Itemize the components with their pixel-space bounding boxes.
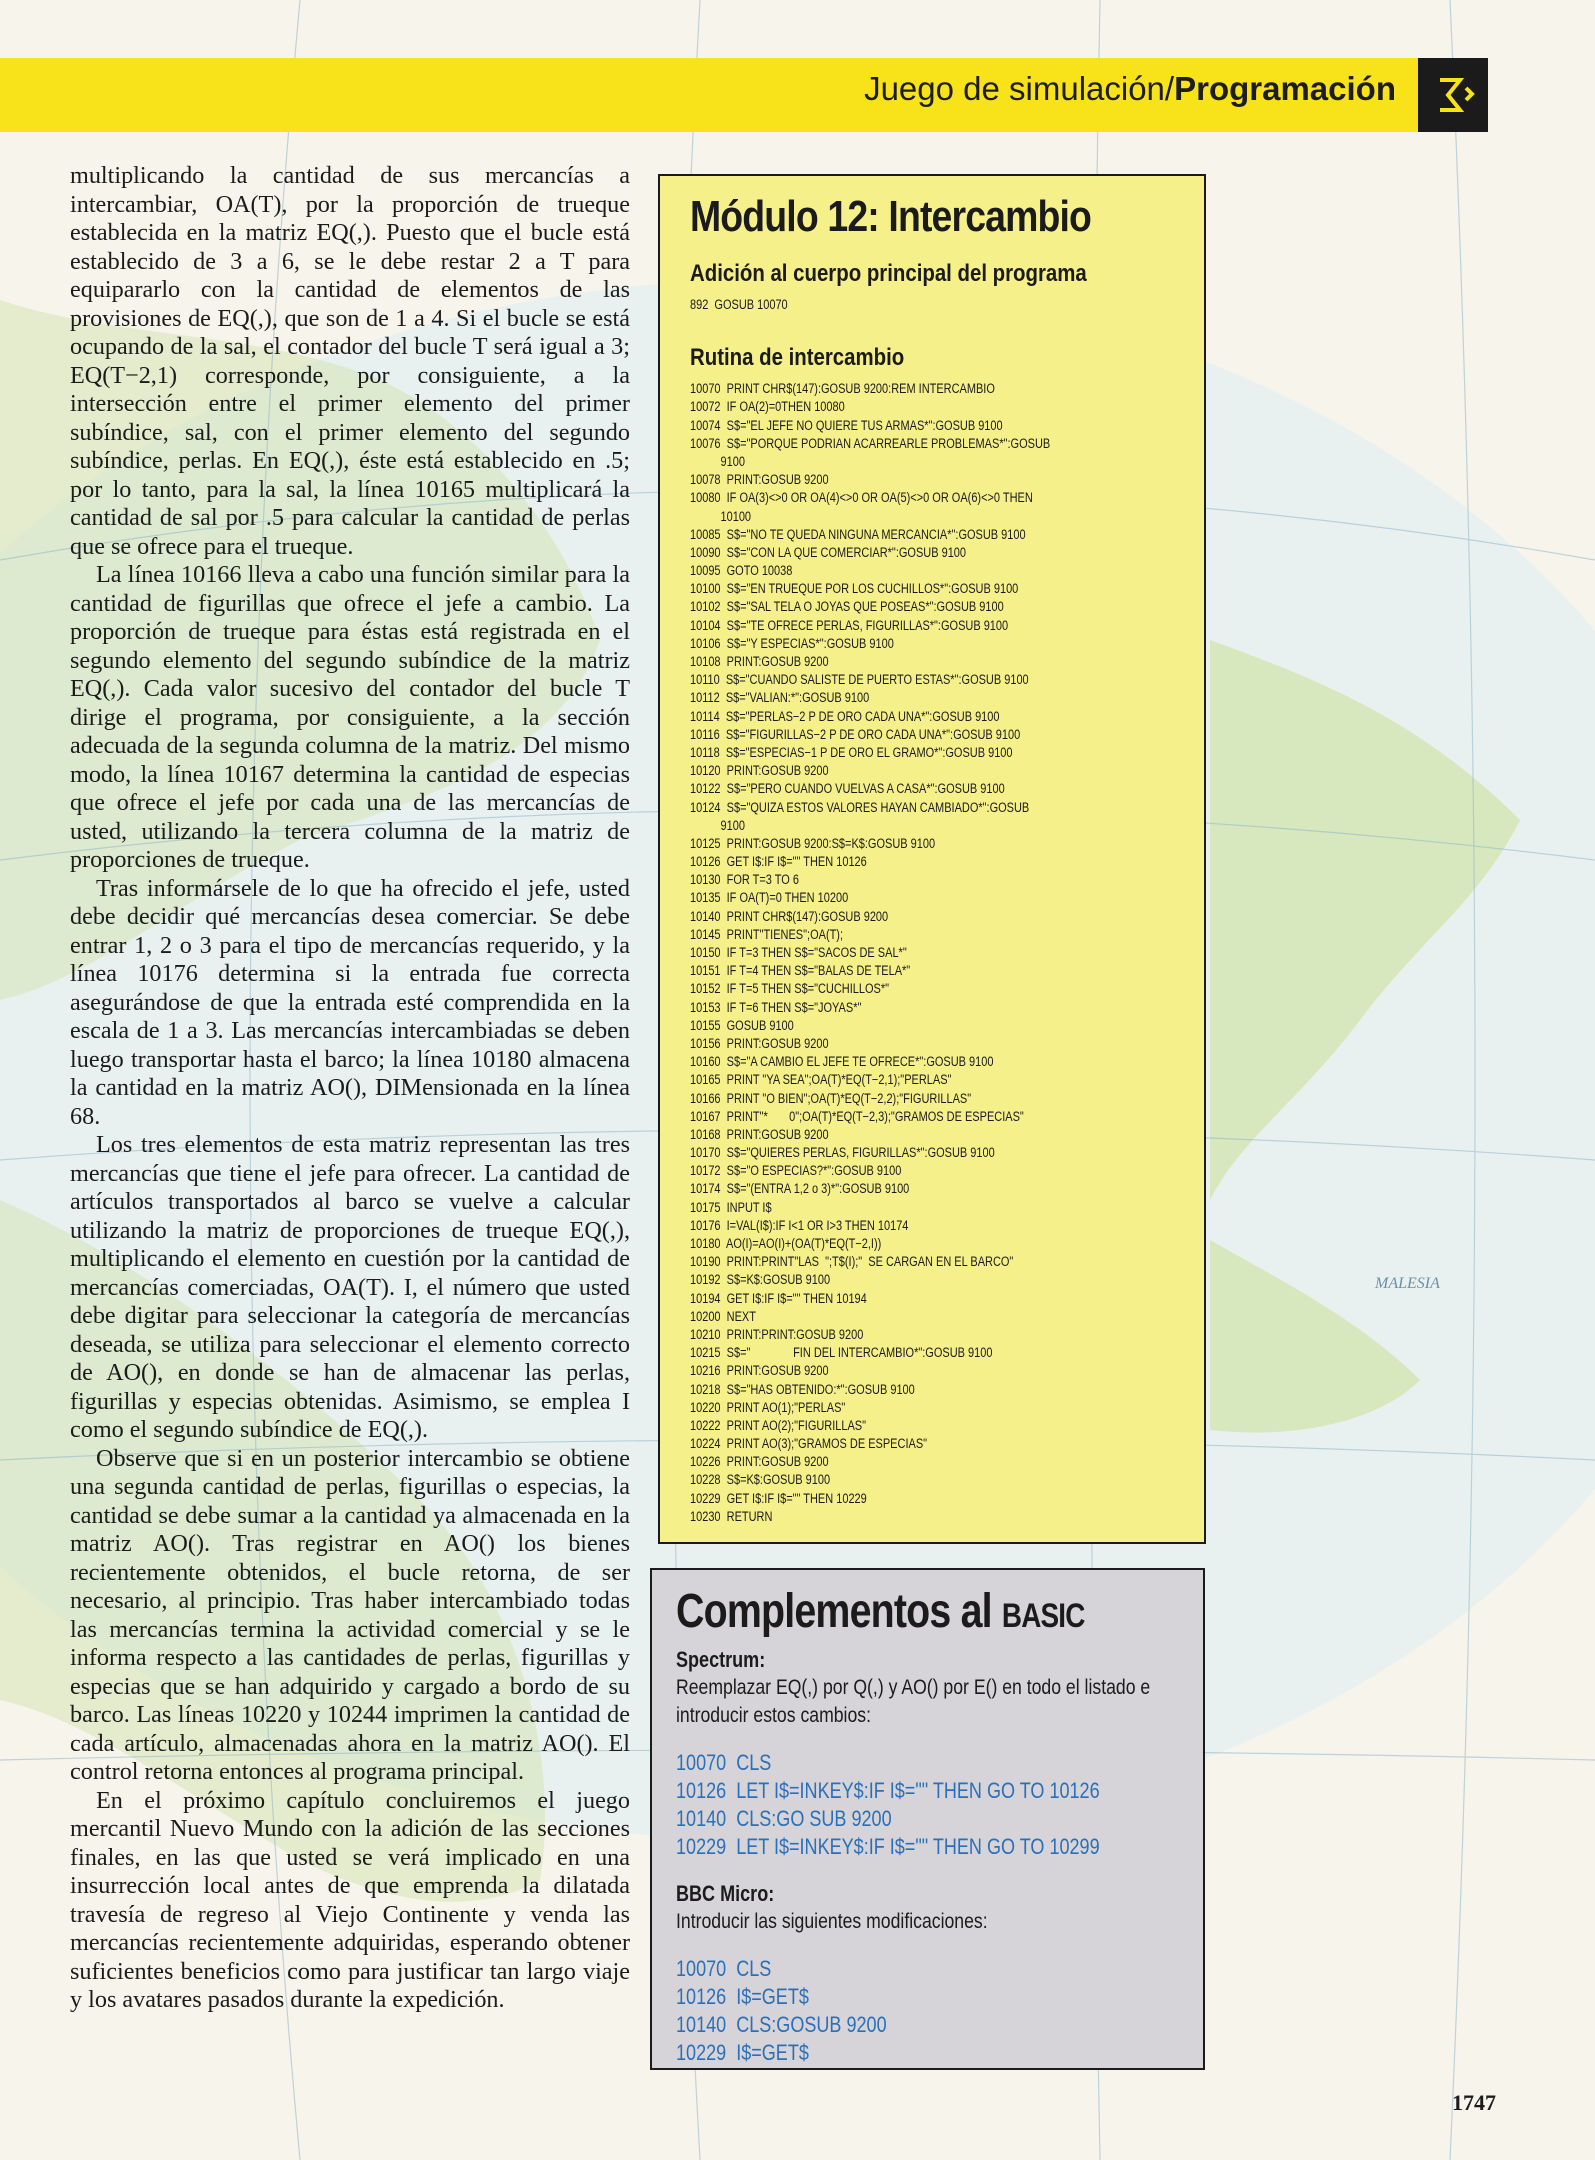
map-label: MALESIA bbox=[1375, 1275, 1440, 1292]
code-line: 10114 S$="PERLAS−2 P DE ORO CADA UNA*":GOSUB 9100 bbox=[690, 708, 1000, 724]
code-line: 10222 PRINT AO(2);"FIGURILLAS" bbox=[690, 1417, 867, 1433]
article-body bbox=[70, 162, 630, 2015]
spectrum-code-line: 10229 LET I$=INKEY$:IF I$="" THEN GO TO 10299 bbox=[676, 1834, 1100, 1859]
code-line: 10126 GET I$:IF I$="" THEN 10126 bbox=[690, 854, 867, 870]
code-line: 10165 PRINT "YA SEA";OA(T)*EQ(T−2,1);"PERLAS" bbox=[690, 1072, 952, 1088]
code-line: 10160 S$="A CAMBIO EL JEFE TE OFRECE*":GOSUB 9100 bbox=[690, 1054, 994, 1070]
code-line: 10102 S$="SAL TELA O JOYAS QUE POSEAS*":GOSUB 9100 bbox=[690, 599, 1004, 615]
code-line: 10155 GOSUB 9100 bbox=[690, 1017, 794, 1033]
addition-line: 892 GOSUB 10070 bbox=[690, 297, 788, 312]
code-line: 10220 PRINT AO(1);"PERLAS" bbox=[690, 1399, 846, 1415]
bbc-label: BBC Micro: bbox=[676, 1881, 775, 1906]
module-title: Módulo 12: Intercambio bbox=[690, 192, 1092, 241]
code-line: 10170 S$="QUIERES PERLAS, FIGURILLAS*":GOSUB 9100 bbox=[690, 1145, 995, 1161]
code-line: 10074 S$="EL JEFE NO QUIERE TUS ARMAS*":GOSUB 9100 bbox=[690, 417, 1003, 433]
body-paragraph: multiplicando la cantidad de sus mercancías a intercambiar, OA(T), por la proporción de trueque establecida en la matriz EQ(,). Puesto que el bucle está establecido de 3 a 6, se le debe restar 2 a T para equipararlo con la cantidad de elementos de las provisiones de EQ(,), que son de 1 a 4. Si el bucle se está ocupando de la sal, el contador del bucle T será igual a 3; EQ(T−2,1) corresponde, por consiguiente, a la intersección entre el primer elemento del primer subíndice, sal, con el primer elemento del segundo subíndice, perlas. En EQ(,), éste está establecido en .5; por lo tanto, para la sal, la línea 10165 multiplicará la cantidad de sal por .5 para calcular la cantidad de perlas que se ofrece para el trueque. bbox=[70, 162, 630, 560]
code-line: 10124 S$="QUIZA ESTOS VALORES HAYAN CAMBIADO*":GOSUB bbox=[690, 799, 1030, 815]
code-line: 10085 S$="NO TE QUEDA NINGUNA MERCANCIA*":GOSUB 9100 bbox=[690, 526, 1026, 542]
code-line: 10215 S$=" FIN DEL INTERCAMBIO*":GOSUB 9100 bbox=[690, 1345, 993, 1361]
code-line: 10152 IF T=5 THEN S$="CUCHILLOS*" bbox=[690, 981, 890, 997]
code-line: 10090 S$="CON LA QUE COMERCIAR*":GOSUB 9100 bbox=[690, 544, 967, 560]
code-line: 10110 S$="CUANDO SALISTE DE PUERTO ESTAS*":GOSUB 9100 bbox=[690, 672, 1029, 688]
spectrum-code-line: 10070 CLS bbox=[676, 1750, 772, 1775]
code-line: 10104 S$="TE OFRECE PERLAS, FIGURILLAS*":GOSUB 9100 bbox=[690, 617, 1009, 633]
code-listing bbox=[690, 380, 1204, 1526]
series-mark-icon bbox=[1418, 58, 1488, 132]
code-line: 10076 S$="PORQUE PODRIAN ACARREARLE PROBLEMAS*":GOSUB bbox=[690, 435, 1051, 451]
header-section: Juego de simulación/ bbox=[864, 70, 1175, 107]
complementos-title-text: Complementos al bbox=[676, 1585, 1002, 1638]
code-line: 10072 IF OA(2)=0THEN 10080 bbox=[690, 399, 845, 415]
code-line: 10230 RETURN bbox=[690, 1508, 773, 1524]
code-line: 10174 S$="(ENTRA 1,2 o 3)*":GOSUB 9100 bbox=[690, 1181, 910, 1197]
body-paragraph: En el próximo capítulo concluiremos el juego mercantil Nuevo Mundo con la adición de las secciones finales, en las que usted se verá implicado en una insurrección local antes de que emprenda la dilatada travesía de regreso al Viejo Continente y venda las mercancías recientemente adquiridas, esperando obtener suficientes beneficios como para justificar tan largo viaje y los avatares pasados durante la expedición. bbox=[70, 1786, 630, 2013]
spectrum-description: Reemplazar EQ(,) por Q(,) y AO() por E() en todo el listado e introducir estos cambios: bbox=[676, 1675, 1151, 1727]
code-line: 10095 GOTO 10038 bbox=[690, 563, 793, 579]
running-header bbox=[864, 70, 1396, 108]
code-line: 10130 FOR T=3 TO 6 bbox=[690, 872, 799, 888]
code-line: 10100 bbox=[690, 508, 752, 524]
code-line: 10168 PRINT:GOSUB 9200 bbox=[690, 1126, 829, 1142]
code-line: 10125 PRINT:GOSUB 9200:S$=K$:GOSUB 9100 bbox=[690, 835, 936, 851]
code-line: 10153 IF T=6 THEN S$="JOYAS*" bbox=[690, 999, 862, 1015]
code-line: 10226 PRINT:GOSUB 9200 bbox=[690, 1454, 829, 1470]
code-line: 10108 PRINT:GOSUB 9200 bbox=[690, 654, 829, 669]
bbc-description: Introducir las siguientes modificaciones: bbox=[676, 1909, 988, 1933]
bbc-code-line: 10229 I$=GET$ bbox=[676, 2040, 809, 2065]
code-line: 10150 IF T=3 THEN S$="SACOS DE SAL*" bbox=[690, 945, 907, 960]
code-line: 10200 NEXT bbox=[690, 1308, 756, 1324]
code-line: 10218 S$="HAS OBTENIDO:*":GOSUB 9100 bbox=[690, 1381, 915, 1397]
code-line: 10167 PRINT"* 0";OA(T)*EQ(T−2,3);"GRAMOS DE ESPECIAS" bbox=[690, 1108, 1024, 1124]
bbc-code bbox=[676, 1955, 1203, 2067]
code-line: 10228 S$=K$:GOSUB 9100 bbox=[690, 1472, 831, 1488]
routine-subtitle: Rutina de intercambio bbox=[690, 344, 905, 372]
module-listing-box bbox=[658, 174, 1206, 1544]
bbc-code-line: 10126 I$=GET$ bbox=[676, 1984, 809, 2009]
series-tab bbox=[1418, 58, 1488, 132]
spectrum-code-line: 10140 CLS:GO SUB 9200 bbox=[676, 1806, 892, 1831]
addition-subtitle: Adición al cuerpo principal del programa bbox=[690, 260, 1087, 287]
code-line: 10224 PRINT AO(3);"GRAMOS DE ESPECIAS" bbox=[690, 1436, 928, 1452]
code-line: 10120 PRINT:GOSUB 9200 bbox=[690, 763, 829, 779]
bbc-code-line: 10070 CLS bbox=[676, 1956, 772, 1981]
code-line: 10106 S$="Y ESPECIAS*":GOSUB 9100 bbox=[690, 635, 894, 651]
spectrum-label: Spectrum: bbox=[676, 1647, 766, 1672]
code-line: 10078 PRINT:GOSUB 9200 bbox=[690, 472, 829, 488]
code-line: 10070 PRINT CHR$(147):GOSUB 9200:REM INTERCAMBIO bbox=[690, 381, 995, 397]
code-line: 10122 S$="PERO CUANDO VUELVAS A CASA*":GOSUB 9100 bbox=[690, 781, 1005, 797]
code-line: 10210 PRINT:PRINT:GOSUB 9200 bbox=[690, 1326, 864, 1342]
code-line: 10229 GET I$:IF I$="" THEN 10229 bbox=[690, 1490, 867, 1506]
code-line: 10156 PRINT:GOSUB 9200 bbox=[690, 1035, 829, 1051]
complementos-box bbox=[650, 1568, 1205, 2070]
body-paragraph: Observe que si en un posterior intercambio se obtiene una segunda cantidad de perlas, figurillas o especias, la cantidad se debe sumar a la cantidad ya almacenada en la matriz AO(). Tras registrar en AO() los bienes recientemente obtenidos, el bucle retorna, de ser necesario, al principio. Tras haber intercambiado todas las mercancías termina la actividad comercial y se le informa respecto a las cantidades de perlas, figurillas y especias que se han adquirido y cargado a bordo de su barco. Las líneas 10220 y 10244 imprimen la cantidad de cada artículo, almacenadas ahora en la matriz AO(). El control retorna entonces al programa principal. bbox=[70, 1444, 630, 1785]
code-line: 10172 S$="O ESPECIAS?*":GOSUB 9100 bbox=[690, 1163, 902, 1179]
code-line: 10135 IF OA(T)=0 THEN 10200 bbox=[690, 890, 849, 906]
spectrum-code-line: 10126 LET I$=INKEY$:IF I$="" THEN GO TO 10126 bbox=[676, 1778, 1100, 1803]
bbc-code-line: 10140 CLS:GOSUB 9200 bbox=[676, 2012, 887, 2037]
code-line: 9100 bbox=[690, 453, 745, 469]
spectrum-code bbox=[676, 1749, 1203, 1861]
code-line: 10194 GET I$:IF I$="" THEN 10194 bbox=[690, 1290, 867, 1306]
body-paragraph: Tras informársele de lo que ha ofrecido el jefe, usted debe decidir qué mercancías desea comerciar. Se debe entrar 1, 2 o 3 para el tipo de mercancías requerido, y la línea 10176 determina si la entrada fue correcta asegurándose de que la entrada esté comprendida en la escala de 1 a 3. Las mercancías intercambiadas se deben luego transportar hasta el barco; la línea 10180 almacena la cantidad en la matriz AO(), DIMensionada en la línea 68. bbox=[70, 874, 630, 1130]
code-line: 10080 IF OA(3)<>0 OR OA(4)<>0 OR OA(5)<>0 OR OA(6)<>0 THEN bbox=[690, 490, 1033, 506]
code-line: 10100 S$="EN TRUEQUE POR LOS CUCHILLOS*":GOSUB 9100 bbox=[690, 581, 1019, 597]
code-line: 10151 IF T=4 THEN S$="BALAS DE TELA*" bbox=[690, 963, 911, 979]
header-category: Programación bbox=[1174, 70, 1396, 107]
code-line: 10180 AO(I)=AO(I)+(OA(T)*EQ(T−2,I)) bbox=[690, 1236, 882, 1251]
code-line: 10192 S$=K$:GOSUB 9100 bbox=[690, 1272, 831, 1288]
body-paragraph: Los tres elementos de esta matriz representan las tres mercancías que tiene el jefe para ofrecer. La cantidad de artículos transportados al barco se vuelve a calcular utilizando la matriz de proporciones de trueque EQ(,), multiplicando el elemento en cuestión por la cantidad de mercancías comerciadas, OA(T). I, el número que usted debe digitar para seleccionar la categoría de mercancías deseada, se utiliza para seleccionar el elemento correcto de AO(), en donde se han de almacenar las perlas, figurillas y especias obtenidas. Asimismo, se emplea I como el segundo subíndice de EQ(,). bbox=[70, 1131, 630, 1443]
body-paragraph: La línea 10166 lleva a cabo una función similar para la cantidad de figurillas que ofrece el jefe a cambio. La proporción de trueque para éstas está registrada en el segundo elemento del segundo subíndice de la matriz EQ(,). Cada valor sucesivo del contador del bucle T dirige el programa, por consiguiente, a la sección adecuada de la segunda columna de la matriz. Del mismo modo, la línea 10167 determina la cantidad de especias que ofrece el jefe por cada una de las mercancías de usted, utilizando la tercera columna de la matriz de proporciones de trueque. bbox=[70, 561, 630, 873]
code-line: 10116 S$="FIGURILLAS−2 P DE ORO CADA UNA*":GOSUB 9100 bbox=[690, 726, 1021, 742]
code-line: 9100 bbox=[690, 817, 745, 833]
complementos-title bbox=[676, 1584, 1108, 1639]
code-line: 10112 S$="VALIAN:*":GOSUB 9100 bbox=[690, 690, 870, 706]
complementos-title-basic: BASIC bbox=[1001, 1597, 1085, 1635]
code-line: 10118 S$="ESPECIAS−1 P DE ORO EL GRAMO*":GOSUB 9100 bbox=[690, 744, 1013, 760]
code-line: 10166 PRINT "O BIEN";OA(T)*EQ(T−2,2);"FIGURILLAS" bbox=[690, 1090, 972, 1106]
code-line: 10145 PRINT"TIENES";OA(T); bbox=[690, 926, 844, 942]
code-line: 10216 PRINT:GOSUB 9200 bbox=[690, 1363, 829, 1379]
page-number: 1747 bbox=[1452, 2090, 1496, 2115]
header-band bbox=[0, 58, 1428, 132]
code-line: 10140 PRINT CHR$(147):GOSUB 9200 bbox=[690, 908, 889, 924]
code-line: 10175 INPUT I$ bbox=[690, 1199, 772, 1215]
code-line: 10176 I=VAL(I$):IF I<1 OR I>3 THEN 10174 bbox=[690, 1217, 909, 1233]
code-line: 10190 PRINT:PRINT"LAS ";T$(I);" SE CARGAN EN EL BARCO" bbox=[690, 1254, 1014, 1270]
